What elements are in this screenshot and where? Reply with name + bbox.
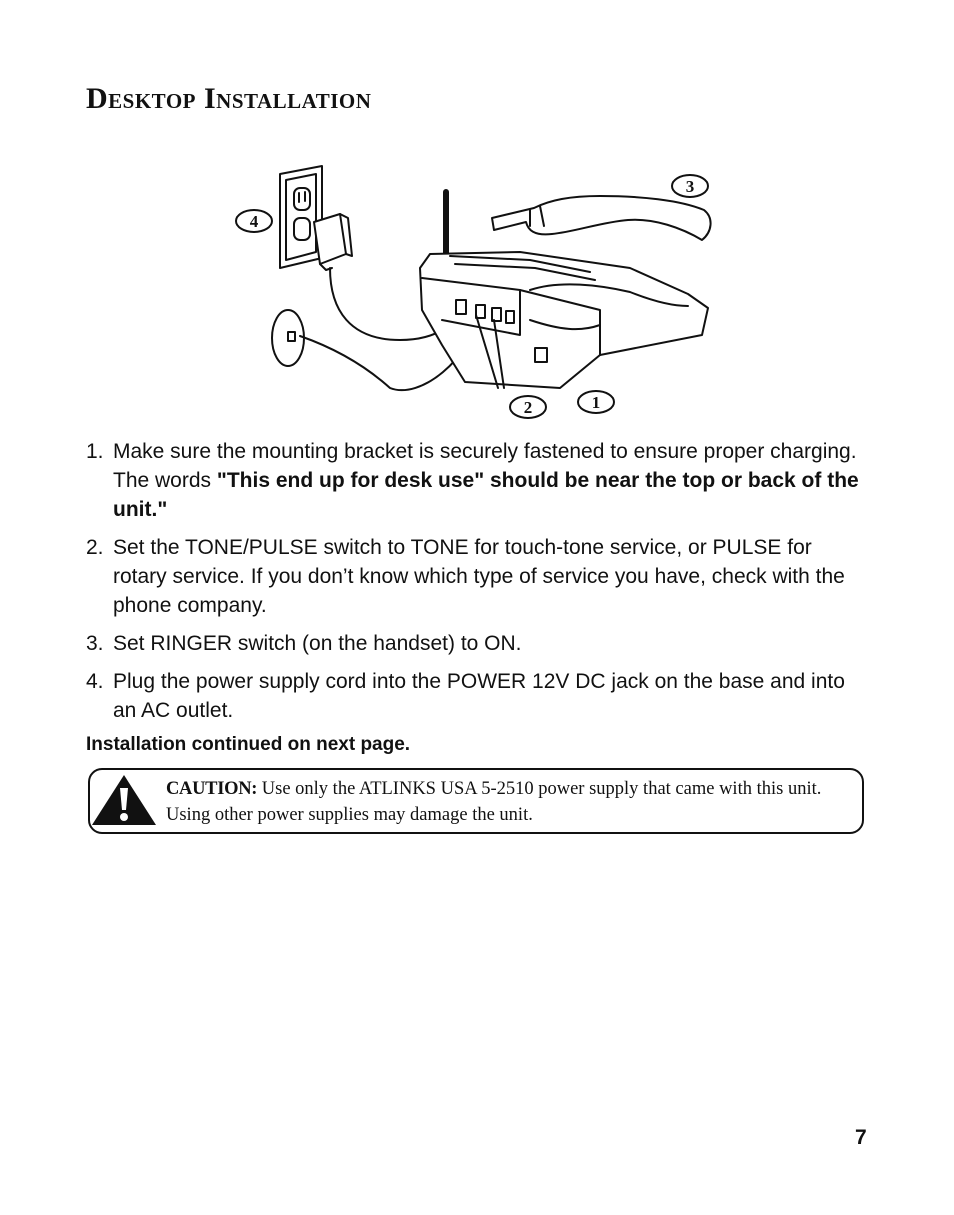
step-text: Set the TONE/PULSE switch to TONE for touch-tone service, or PULSE for rotary service. If you don’t know which type of service you have, check with the phone company. (113, 536, 845, 617)
callout-3 (672, 175, 708, 197)
caution-message (166, 776, 856, 828)
callout-1 (578, 391, 614, 413)
caution-body: Use only the ATLINKS USA 5-2510 power supply that came with this unit. Using other power supplies may damage the unit. (166, 779, 822, 825)
power-adapter (314, 214, 352, 270)
step-text: Set RINGER switch (on the handset) to ON. (113, 632, 522, 655)
step-number: 4. (86, 670, 104, 693)
page-number: 7 (855, 1126, 867, 1149)
step-item (86, 667, 866, 725)
step-text: Make sure the mounting bracket is securely fastened to ensure proper charging. The words (113, 440, 857, 492)
callout-4 (236, 210, 272, 232)
warning-triangle-icon (90, 772, 158, 828)
caution-box (88, 768, 864, 834)
page-title: Desktop Installation (86, 82, 372, 115)
continued-note: Installation continued on next page. (86, 734, 411, 755)
installation-illustration (230, 160, 730, 430)
wall-outlet (280, 166, 322, 268)
step-bold-text: "This end up for desk use" should be near the top or back of the unit." (113, 469, 859, 521)
base-unit (420, 252, 708, 388)
phone-wall-jack (272, 310, 304, 366)
step-number: 3. (86, 632, 104, 655)
svg-text:1: 1 (591, 393, 601, 412)
step-item (86, 629, 866, 658)
callout-2 (510, 396, 546, 418)
step-number: 1. (86, 440, 104, 463)
caution-label: CAUTION: (166, 779, 258, 799)
svg-text:2: 2 (523, 398, 533, 417)
cordless-handset (492, 196, 711, 240)
installation-steps (86, 437, 866, 734)
step-text: Plug the power supply cord into the POWER 12V DC jack on the base and into an AC outlet. (113, 670, 845, 722)
step-item (86, 533, 866, 620)
step-item (86, 437, 866, 524)
step-number: 2. (86, 536, 104, 559)
svg-text:4: 4 (249, 212, 259, 231)
svg-text:3: 3 (685, 177, 695, 196)
